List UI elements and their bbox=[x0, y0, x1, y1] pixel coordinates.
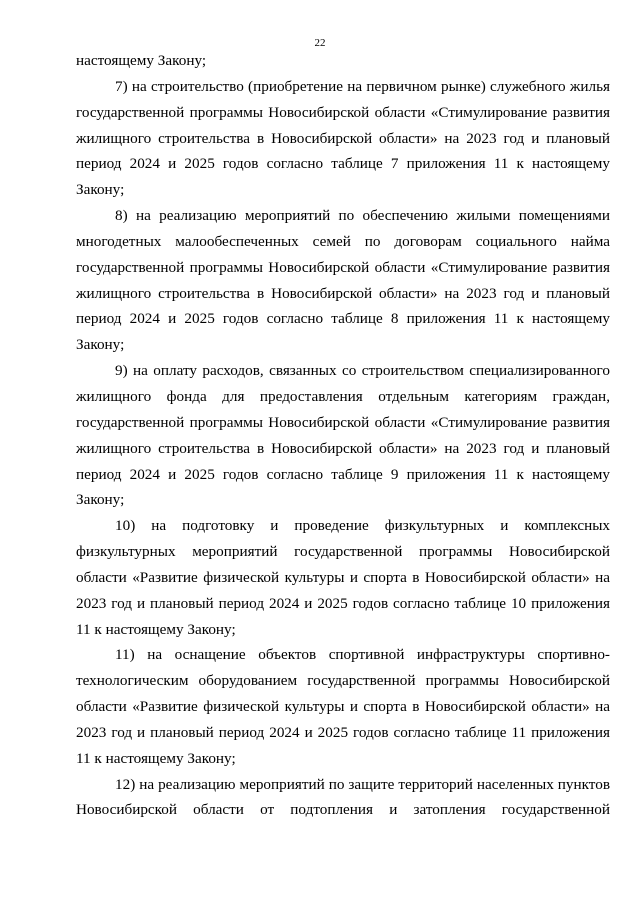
text-line: жилищного строительства в Новосибирской области» на 2023 год и плановый bbox=[76, 439, 610, 457]
text-line: 2023 год и плановый период 2024 и 2025 годов согласно таблице 10 приложения bbox=[76, 594, 610, 612]
text-line: период 2024 и 2025 годов согласно таблице 8 приложения 11 к настоящему bbox=[76, 310, 610, 328]
text-line: Закону; bbox=[76, 181, 125, 199]
text-line: 11 к настоящему Закону; bbox=[76, 620, 236, 638]
text-line: Закону; bbox=[76, 491, 125, 509]
text-line: физкультурных мероприятий государственной программы Новосибирской bbox=[76, 543, 610, 561]
text-line: многодетных малообеспеченных семей по договорам социального найма bbox=[76, 232, 610, 250]
text-line: жилищного строительства в Новосибирской области» на 2023 год и плановый bbox=[76, 284, 610, 302]
text-line: жилищного фонда для предоставления отдельным категориям граждан, bbox=[76, 387, 610, 405]
text-line: 9) на оплату расходов, связанных со строительством специализированного bbox=[115, 362, 610, 380]
text-line: Закону; bbox=[76, 336, 125, 354]
text-line: жилищного строительства в Новосибирской области» на 2023 год и плановый bbox=[76, 129, 610, 147]
text-line: 8) на реализацию мероприятий по обеспечению жилыми помещениями bbox=[115, 207, 610, 225]
text-line: государственной программы Новосибирской области «Стимулирование развития bbox=[76, 258, 610, 276]
text-line: 10) на подготовку и проведение физкультурных и комплексных bbox=[115, 517, 610, 535]
page-number: 22 bbox=[314, 37, 326, 49]
text-line: государственной программы Новосибирской области «Стимулирование развития bbox=[76, 413, 610, 431]
text-line: технологическим оборудованием государственной программы Новосибирской bbox=[76, 672, 610, 690]
text-line: 7) на строительство (приобретение на первичном рынке) служебного жилья bbox=[115, 77, 610, 95]
text-line: 2023 год и плановый период 2024 и 2025 годов согласно таблице 11 приложения bbox=[76, 723, 610, 741]
text-line: области «Развитие физической культуры и спорта в Новосибирской области» на bbox=[76, 568, 610, 586]
text-line: Новосибирской области от подтопления и затопления государственной bbox=[76, 801, 610, 819]
text-line: области «Развитие физической культуры и спорта в Новосибирской области» на bbox=[76, 698, 610, 716]
text-line: государственной программы Новосибирской области «Стимулирование развития bbox=[76, 103, 610, 121]
text-line: период 2024 и 2025 годов согласно таблице 7 приложения 11 к настоящему bbox=[76, 155, 610, 173]
text-line: 11) на оснащение объектов спортивной инфраструктуры спортивно- bbox=[115, 646, 610, 664]
text-line: настоящему Закону; bbox=[76, 52, 207, 69]
text-line: 11 к настоящему Закону; bbox=[76, 749, 236, 767]
document-body bbox=[76, 48, 610, 823]
text-line: 12) на реализацию мероприятий по защите территорий населенных пунктов bbox=[115, 775, 610, 793]
text-line: период 2024 и 2025 годов согласно таблице 9 приложения 11 к настоящему bbox=[76, 465, 610, 483]
